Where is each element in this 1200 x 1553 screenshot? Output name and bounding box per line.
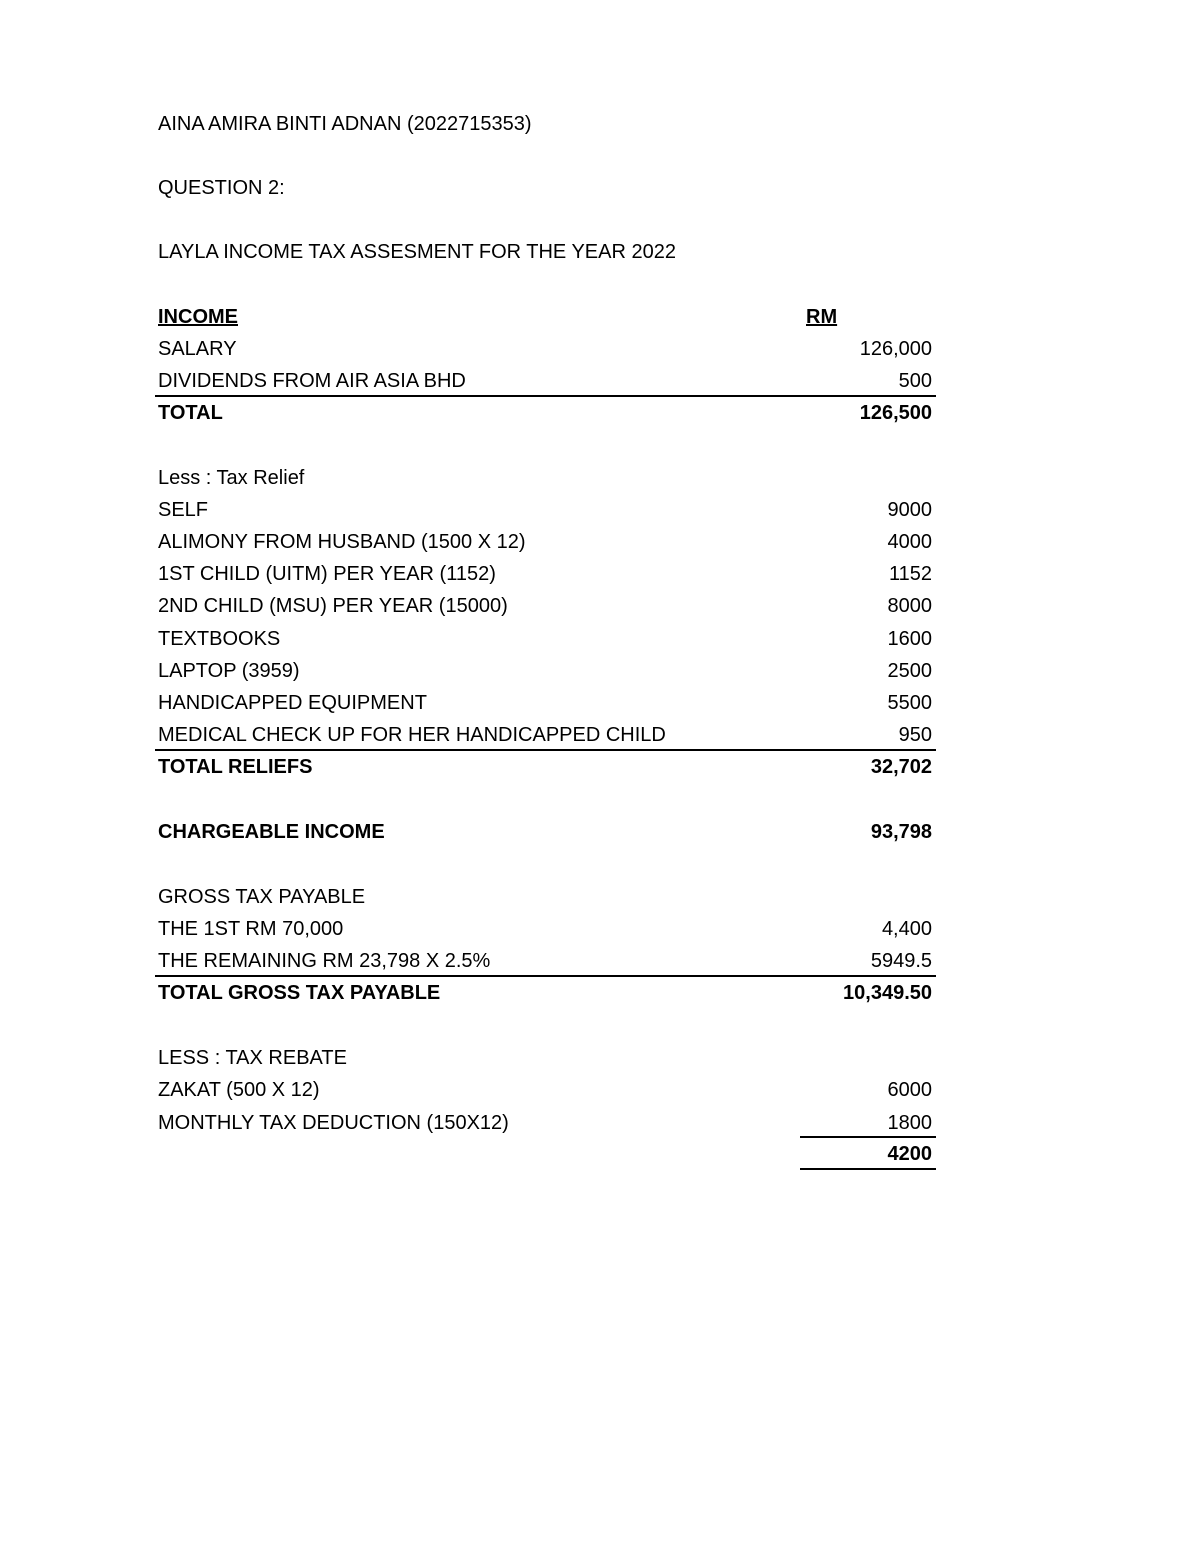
rebate-row <box>156 1075 936 1105</box>
relief-item-value: 8000 <box>887 595 932 617</box>
income-item-value: 500 <box>898 370 932 392</box>
relief-item-label: 2ND CHILD (MSU) PER YEAR (15000) <box>158 595 508 617</box>
chargeable-income-row <box>156 817 936 847</box>
relief-item-value: 5500 <box>887 692 932 714</box>
gross-tax-item-label: THE 1ST RM 70,000 <box>158 918 344 940</box>
relief-item-value: 1600 <box>887 628 932 650</box>
income-row <box>156 334 936 364</box>
student-name: AINA AMIRA BINTI ADNAN (2022715353) <box>158 113 532 135</box>
gross-tax-item-label: THE REMAINING RM 23,798 X 2.5% <box>158 950 491 972</box>
gross-tax-item-value: 4,400 <box>881 918 932 940</box>
relief-item-value: 2500 <box>887 660 932 682</box>
rebate-header-row <box>156 1043 936 1073</box>
income-heading: INCOME <box>158 306 238 328</box>
document-title: LAYLA INCOME TAX ASSESMENT FOR THE YEAR 2022 <box>158 241 676 263</box>
income-item-label: DIVIDENDS FROM AIR ASIA BHD <box>158 370 466 392</box>
relief-total-rule <box>155 749 936 751</box>
relief-item-label: 1ST CHILD (UITM) PER YEAR (1152) <box>158 563 496 585</box>
rebate-total-value: 4200 <box>887 1143 932 1165</box>
income-row <box>156 366 936 396</box>
gross-tax-row <box>156 946 936 976</box>
income-total-label: TOTAL <box>158 402 223 424</box>
relief-row <box>156 495 936 525</box>
gross-tax-header-row <box>156 882 936 912</box>
relief-row <box>156 656 936 686</box>
relief-item-value: 9000 <box>887 499 932 521</box>
currency-heading: RM <box>806 306 838 328</box>
rebate-item-label: MONTHLY TAX DEDUCTION (150X12) <box>158 1112 509 1134</box>
relief-item-label: SELF <box>158 499 209 521</box>
gross-tax-total-row <box>156 978 936 1008</box>
income-item-label: SALARY <box>158 338 237 360</box>
relief-item-label: LAPTOP (3959) <box>158 660 300 682</box>
relief-item-label: MEDICAL CHECK UP FOR HER HANDICAPPED CHILD <box>158 724 666 746</box>
relief-row <box>156 559 936 589</box>
rebate-total-rule-bottom <box>800 1168 936 1170</box>
relief-row <box>156 688 936 718</box>
relief-total-row <box>156 752 936 782</box>
income-total-row <box>156 398 936 428</box>
relief-row <box>156 624 936 654</box>
chargeable-income-value: 93,798 <box>870 821 932 843</box>
gross-tax-heading: GROSS TAX PAYABLE <box>158 886 366 908</box>
gross-tax-total-value: 10,349.50 <box>843 982 932 1004</box>
relief-total-value: 32,702 <box>870 756 932 778</box>
relief-row <box>156 591 936 621</box>
gross-tax-item-value: 5949.5 <box>870 950 932 972</box>
rebate-row <box>156 1108 936 1138</box>
question-label: QUESTION 2: <box>158 177 285 199</box>
relief-item-value: 1152 <box>888 563 932 585</box>
relief-item-value: 950 <box>898 724 932 746</box>
rebate-item-value: 6000 <box>887 1079 932 1101</box>
relief-item-label: TEXTBOOKS <box>158 628 281 650</box>
relief-header-row <box>156 463 936 493</box>
gross-tax-row <box>156 914 936 944</box>
relief-item-label: ALIMONY FROM HUSBAND (1500 X 12) <box>158 531 526 553</box>
relief-item-value: 4000 <box>887 531 932 553</box>
gross-tax-total-label: TOTAL GROSS TAX PAYABLE <box>158 982 441 1004</box>
rebate-item-value: 1800 <box>887 1112 932 1134</box>
rebate-total-row <box>156 1139 936 1169</box>
income-total-rule <box>155 395 936 397</box>
income-total-value: 126,500 <box>859 402 932 424</box>
relief-heading: Less : Tax Relief <box>158 467 305 489</box>
relief-row <box>156 720 936 750</box>
relief-row <box>156 527 936 557</box>
relief-item-label: HANDICAPPED EQUIPMENT <box>158 692 427 714</box>
rebate-item-label: ZAKAT (500 X 12) <box>158 1079 320 1101</box>
relief-total-label: TOTAL RELIEFS <box>158 756 313 778</box>
gross-tax-total-rule <box>155 975 936 977</box>
rebate-total-rule-top <box>800 1136 936 1138</box>
chargeable-income-label: CHARGEABLE INCOME <box>158 821 385 843</box>
income-item-value: 126,000 <box>859 338 932 360</box>
rebate-heading: LESS : TAX REBATE <box>158 1047 347 1069</box>
income-header-row <box>156 302 936 332</box>
